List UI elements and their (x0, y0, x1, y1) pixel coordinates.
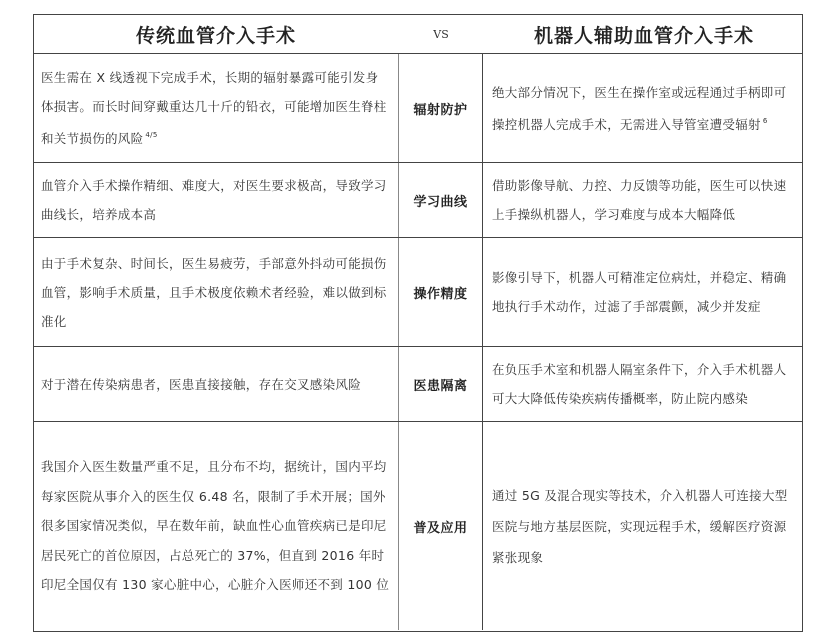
category-cell (399, 54, 483, 162)
traditional-cell (34, 238, 399, 346)
traditional-text: 我国介入医生数量严重不足，且分布不均，据统计，国内平均每家医院从事介入的医生仅 6.48 名，限制了手术开展；国外很多国家情况类似，早在数年前，缺血性心血管疾病已是印尼居民死亡的首位原因，占总死亡的 37%，但直到 2016 年时印尼全国仅有 130 家心脏中心，心脏介入医师还不到 100 位 (41, 459, 390, 593)
traditional-text: 对于潜在传染病患者，医患直接接触，存在交叉感染风险 (41, 376, 362, 392)
table-header-row (34, 15, 802, 54)
robotic-cell (483, 54, 802, 162)
category-label: 普及应用 (413, 520, 468, 536)
category-label: 医患隔离 (413, 378, 468, 394)
header-vs-label: VS (433, 27, 449, 41)
table-row (34, 163, 802, 238)
header-cell-robotic (483, 15, 802, 53)
table-row (34, 347, 802, 422)
category-cell (399, 238, 483, 346)
traditional-cell (34, 54, 399, 162)
category-label: 操作精度 (413, 286, 468, 302)
header-cell-vs (399, 15, 483, 53)
robotic-text: 在负压手术室和机器人隔室条件下，介入手术机器人可大大降低传染疾病传播概率，防止院内感染 (492, 362, 787, 406)
table-row (34, 238, 802, 347)
table-row (34, 422, 802, 630)
robotic-cell (483, 238, 802, 346)
header-robotic-title: 机器人辅助血管介入手术 (533, 24, 754, 47)
traditional-text: 由于手术复杂、时间长，医生易疲劳，手部意外抖动可能损伤血管，影响手术质量，且手术极度依赖术者经验，难以做到标准化 (41, 255, 387, 329)
category-cell (399, 163, 483, 237)
category-cell (399, 422, 483, 630)
reference-superscript: 6 (762, 116, 768, 125)
traditional-text: 血管介入手术操作精细、难度大，对医生要求极高，导致学习曲线长，培养成本高 (41, 178, 387, 222)
header-cell-traditional (34, 15, 399, 53)
table-row (34, 54, 802, 163)
category-cell (399, 347, 483, 421)
traditional-cell (34, 347, 399, 421)
robotic-text: 绝大部分情况下，医生在操作室或远程通过手柄即可操控机器人完成手术，无需进入导管室遭受辐射 $^6$ (492, 84, 787, 132)
robotic-cell (483, 347, 802, 421)
comparison-table (33, 14, 803, 632)
category-label: 辐射防护 (413, 102, 468, 118)
traditional-cell (34, 422, 399, 630)
reference-superscript: 4/5 (145, 131, 158, 139)
category-label: 学习曲线 (413, 194, 468, 210)
robotic-cell (483, 163, 802, 237)
robotic-text: 通过 5G 及混合现实等技术，介入机器人可连接大型医院与地方基层医院，实现远程手术，缓解医疗资源紧张现象 (492, 487, 788, 565)
robotic-cell (483, 422, 802, 630)
traditional-text: 医生需在 X 线透视下完成手术，长期的辐射暴露可能引发身体损害。而长时间穿戴重达几十斤的铅衣，可能增加医生脊柱和关节损伤的风险 $^{4/5}$ (41, 70, 387, 146)
robotic-text: 借助影像导航、力控、力反馈等功能，医生可以快速上手操纵机器人，学习难度与成本大幅降低 (492, 178, 787, 222)
robotic-text: 影像引导下，机器人可精准定位病灶，并稳定、精确地执行手术动作，过滤了手部震颤，减少并发症 (492, 270, 787, 314)
header-traditional-title: 传统血管介入手术 (135, 24, 296, 47)
traditional-cell (34, 163, 399, 237)
